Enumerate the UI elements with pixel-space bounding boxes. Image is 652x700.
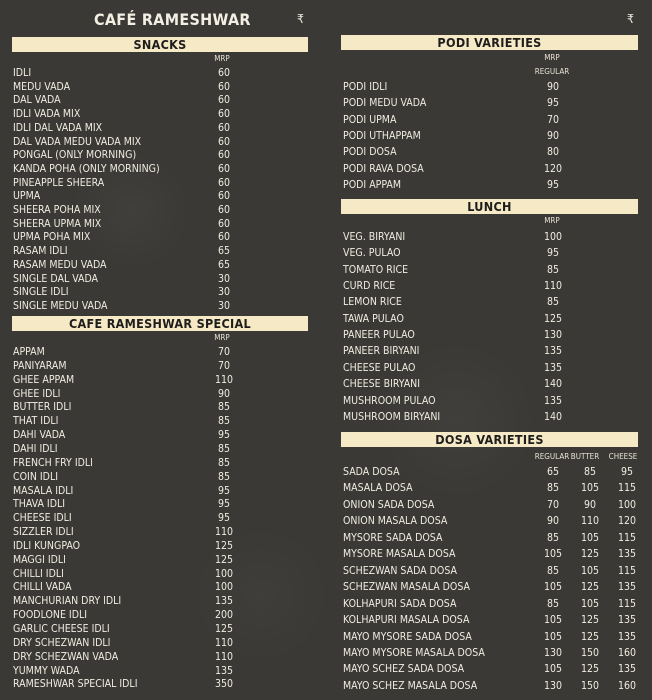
special-item-price: 135 xyxy=(214,595,234,608)
lunch-item-price: 135 xyxy=(543,345,563,358)
special-item-price: 95 xyxy=(217,484,231,497)
special-item xyxy=(13,443,293,456)
snacks-item xyxy=(13,149,293,162)
section-header-special: CAFE RAMESHWAR SPECIAL xyxy=(12,316,308,331)
lunch-item-price: 85 xyxy=(546,296,560,309)
lunch-item-name: VEG. PULAO xyxy=(343,247,401,260)
special-item xyxy=(13,415,293,428)
snacks-item xyxy=(13,177,293,190)
special-item-name: SIZZLER IDLI xyxy=(13,526,74,539)
special-item xyxy=(13,485,293,498)
dosa-item-price: 70 xyxy=(546,498,560,511)
special-item-price: 110 xyxy=(214,650,234,663)
lunch-item-name: TOMATO RICE xyxy=(343,263,409,276)
dosa-item-name: SCHEZWAN MASALA DOSA xyxy=(343,581,471,594)
podi-item-name: PODI DOSA xyxy=(343,146,397,159)
dosa-item xyxy=(343,631,638,644)
special-item-name: IDLI KUNGPAO xyxy=(13,539,81,552)
special-item-name: GHEE APPAM xyxy=(13,373,75,386)
special-item-name: MAGGI IDLI xyxy=(13,553,66,566)
special-item-name: FOODLONE IDLI xyxy=(13,609,88,622)
page-title: CAFÉ RAMESHWAR xyxy=(94,10,251,29)
snacks-item-name: RASAM MEDU VADA xyxy=(13,258,107,271)
podi-item-name: PODI MEDU VADA xyxy=(343,97,427,110)
dosa-item-price: 115 xyxy=(617,597,637,610)
podi-item xyxy=(343,179,633,192)
dosa-item-price: 85 xyxy=(546,564,560,577)
dosa-item-name: SADA DOSA xyxy=(343,466,400,478)
special-item-price: 70 xyxy=(217,359,231,372)
dosa-item-price: 135 xyxy=(617,663,637,676)
dosa-item-price: 135 xyxy=(617,581,637,594)
snacks-item-price: 60 xyxy=(217,204,231,216)
lunch-item-name: MUSHROOM PULAO xyxy=(343,394,436,407)
special-item-price: 110 xyxy=(214,526,234,539)
special-item-name: APPAM xyxy=(13,346,45,358)
special-item-name: MASALA IDLI xyxy=(13,484,74,497)
snacks-item-name: DAL VADA xyxy=(13,94,61,107)
podi-item-name: PODI APPAM xyxy=(343,178,401,191)
lunch-item-name: TAWA PULAO xyxy=(343,312,404,325)
special-item xyxy=(13,498,293,511)
snacks-item-price: 60 xyxy=(217,162,231,175)
snacks-item-price: 60 xyxy=(217,108,231,121)
special-item xyxy=(13,346,293,359)
snacks-item-price: 60 xyxy=(217,135,231,148)
special-item-name: CHILLI VADA xyxy=(13,581,72,594)
dosa-item-price: 65 xyxy=(546,466,560,478)
dosa-item-price: 85 xyxy=(546,597,560,610)
dosa-item-price: 85 xyxy=(546,531,560,544)
special-item xyxy=(13,526,293,539)
dosa-item-name: SCHEZWAN SADA DOSA xyxy=(343,564,457,577)
special-item-name: CHEESE IDLI xyxy=(13,512,72,525)
lunch-item-price: 140 xyxy=(543,378,563,391)
dosa-item-price: 115 xyxy=(617,564,637,577)
special-item-price: 95 xyxy=(217,512,231,525)
dosa-item xyxy=(343,663,638,676)
dosa-item-price: 115 xyxy=(617,482,637,495)
lunch-item-name: MUSHROOM BIRYANI xyxy=(343,410,441,423)
snacks-item xyxy=(13,81,293,94)
lunch-item xyxy=(343,313,633,326)
rupee-symbol-left: ₹ xyxy=(297,12,304,26)
lunch-item xyxy=(343,378,633,391)
dosa-item xyxy=(343,614,638,627)
dosa-item-name: MAYO MYSORE MASALA DOSA xyxy=(343,646,485,659)
snacks-item-price: 60 xyxy=(217,94,231,107)
snacks-item-price: 65 xyxy=(217,258,231,271)
snacks-item xyxy=(13,286,293,299)
lunch-item xyxy=(343,329,633,342)
special-item-price: 125 xyxy=(214,539,234,552)
dosa-item xyxy=(343,499,638,512)
dosa-item-name: KOLHAPURI SADA DOSA xyxy=(343,597,457,610)
lunch-item-price: 140 xyxy=(543,410,563,423)
special-item xyxy=(13,568,293,581)
dosa-item-name: MASALA DOSA xyxy=(343,482,413,495)
special-item-name: THAT IDLI xyxy=(13,415,59,428)
snacks-item-price: 65 xyxy=(217,245,231,258)
snacks-item-name: PONGAL (ONLY MORNING) xyxy=(13,149,137,162)
special-item-price: 200 xyxy=(214,609,234,622)
dosa-item-price: 95 xyxy=(620,466,634,478)
special-item-price: 90 xyxy=(217,387,231,400)
dosa-item-price: 115 xyxy=(617,531,637,544)
special-item xyxy=(13,678,293,691)
special-item-name: YUMMY WADA xyxy=(13,664,80,677)
special-item-price: 110 xyxy=(214,636,234,649)
snacks-item-price: 60 xyxy=(217,149,231,162)
section-header-snacks: SNACKS xyxy=(12,37,308,52)
snacks-item xyxy=(13,122,293,135)
snacks-item-name: SINGLE MEDU VADA xyxy=(13,299,108,312)
podi-item-price: 95 xyxy=(546,97,560,110)
special-item-price: 135 xyxy=(214,664,234,677)
rupee-symbol-right: ₹ xyxy=(627,12,634,26)
dosa-item-price: 105 xyxy=(580,564,600,577)
special-item xyxy=(13,623,293,636)
dosa-butter-header: BUTTER xyxy=(570,452,600,461)
podi-item-price: 80 xyxy=(546,146,560,159)
podi-item xyxy=(343,163,633,176)
dosa-item-price: 105 xyxy=(580,531,600,544)
podi-item-name: PODI IDLI xyxy=(343,81,388,93)
dosa-item-price: 110 xyxy=(580,515,600,528)
special-item-name: DAHI IDLI xyxy=(13,442,58,455)
dosa-item-price: 125 xyxy=(580,581,600,594)
snacks-item-price: 60 xyxy=(217,67,231,79)
snacks-item-price: 60 xyxy=(217,121,231,134)
lunch-item xyxy=(343,395,633,408)
snacks-item-name: SINGLE DAL VADA xyxy=(13,272,99,285)
dosa-item-price: 90 xyxy=(546,515,560,528)
dosa-item-price: 85 xyxy=(546,482,560,495)
special-item xyxy=(13,540,293,553)
dosa-item-price: 105 xyxy=(543,581,563,594)
special-item xyxy=(13,401,293,414)
lunch-item-name: PANEER PULAO xyxy=(343,329,415,342)
podi-item-name: PODI UTHAPPAM xyxy=(343,129,421,142)
snacks-item-price: 60 xyxy=(217,217,231,230)
special-item-name: CHILLI IDLI xyxy=(13,567,64,580)
dosa-item-price: 105 xyxy=(543,663,563,676)
dosa-item xyxy=(343,680,638,693)
dosa-item-price: 135 xyxy=(617,614,637,627)
dosa-item xyxy=(343,565,638,578)
podi-item-price: 95 xyxy=(546,178,560,191)
dosa-item-price: 105 xyxy=(543,548,563,561)
special-item xyxy=(13,512,293,525)
snacks-item-name: IDLI VADA MIX xyxy=(13,108,81,121)
dosa-item-name: ONION SADA DOSA xyxy=(343,498,435,511)
snacks-item-price: 60 xyxy=(217,176,231,189)
dosa-item-price: 125 xyxy=(580,663,600,676)
special-item xyxy=(13,651,293,664)
special-item-price: 110 xyxy=(214,373,234,386)
snacks-item xyxy=(13,67,293,80)
podi-item xyxy=(343,97,633,110)
podi-item xyxy=(343,130,633,143)
lunch-item xyxy=(343,296,633,309)
dosa-item-price: 100 xyxy=(617,498,637,511)
snacks-item xyxy=(13,108,293,121)
dosa-item-price: 130 xyxy=(543,679,563,692)
snacks-item-price: 30 xyxy=(217,299,231,312)
dosa-regular-header: REGULAR xyxy=(534,452,570,461)
lunch-item-name: CHEESE BIRYANI xyxy=(343,378,421,391)
lunch-item xyxy=(343,345,633,358)
snacks-item xyxy=(13,204,293,217)
section-header-podi: PODI VARIETIES xyxy=(341,35,638,50)
podi-item xyxy=(343,146,633,159)
lunch-item-price: 110 xyxy=(543,280,563,293)
special-item xyxy=(13,581,293,594)
section-header-dosa: DOSA VARIETIES xyxy=(341,432,638,447)
snacks-item-price: 60 xyxy=(217,80,231,93)
lunch-item xyxy=(343,247,633,260)
snacks-item xyxy=(13,94,293,107)
special-item xyxy=(13,595,293,608)
dosa-item-name: MAYO MYSORE SADA DOSA xyxy=(343,630,472,643)
special-item-name: DAHI VADA xyxy=(13,429,66,442)
snacks-item-name: UPMA xyxy=(13,190,41,203)
special-item-name: GARLIC CHEESE IDLI xyxy=(13,623,110,635)
special-mrp-header: MRP xyxy=(214,333,230,342)
lunch-item-name: VEG. BIRYANI xyxy=(343,231,406,243)
special-item-name: COIN IDLI xyxy=(13,470,58,483)
snacks-item-name: SINGLE IDLI xyxy=(13,286,69,299)
dosa-item xyxy=(343,515,638,528)
lunch-item-price: 130 xyxy=(543,329,563,342)
dosa-item-price: 125 xyxy=(580,548,600,561)
special-item-price: 85 xyxy=(217,456,231,469)
snacks-item-name: IDLI DAL VADA MIX xyxy=(13,121,103,134)
podi-item-price: 120 xyxy=(543,162,563,175)
dosa-item-price: 150 xyxy=(580,679,600,692)
special-item xyxy=(13,374,293,387)
snacks-item xyxy=(13,163,293,176)
lunch-item xyxy=(343,264,633,277)
snacks-item xyxy=(13,259,293,272)
snacks-item-name: UPMA POHA MIX xyxy=(13,231,91,244)
lunch-item xyxy=(343,231,633,244)
snacks-item-name: IDLI xyxy=(13,67,32,79)
snacks-item xyxy=(13,218,293,231)
dosa-item xyxy=(343,482,638,495)
dosa-item-price: 105 xyxy=(543,630,563,643)
lunch-item-price: 100 xyxy=(543,231,563,243)
dosa-item-name: KOLHAPURI MASALA DOSA xyxy=(343,614,470,627)
dosa-item-price: 160 xyxy=(617,646,637,659)
special-item xyxy=(13,429,293,442)
dosa-item-price: 90 xyxy=(583,498,597,511)
special-item xyxy=(13,665,293,678)
snacks-item xyxy=(13,245,293,258)
dosa-item-price: 150 xyxy=(580,646,600,659)
snacks-item xyxy=(13,273,293,286)
special-item-name: PANIYARAM xyxy=(13,359,67,372)
snacks-item-price: 60 xyxy=(217,190,231,203)
special-item xyxy=(13,554,293,567)
special-item-name: MANCHURIAN DRY IDLI xyxy=(13,595,122,608)
special-item-price: 70 xyxy=(217,346,231,358)
dosa-item-name: MYSORE SADA DOSA xyxy=(343,531,443,544)
podi-item xyxy=(343,114,633,127)
podi-item-name: PODI RAVA DOSA xyxy=(343,162,424,175)
dosa-item-price: 160 xyxy=(617,679,637,692)
dosa-item xyxy=(343,581,638,594)
special-item xyxy=(13,609,293,622)
special-item xyxy=(13,471,293,484)
lunch-item-name: CHEESE PULAO xyxy=(343,361,416,374)
special-item-price: 85 xyxy=(217,401,231,414)
snacks-item-name: KANDA POHA (ONLY MORNING) xyxy=(13,162,160,175)
podi-regular-header: REGULAR xyxy=(534,67,570,76)
lunch-mrp-header: MRP xyxy=(544,216,560,225)
lunch-item-price: 95 xyxy=(546,247,560,260)
dosa-item-price: 105 xyxy=(580,482,600,495)
podi-item-price: 90 xyxy=(546,81,560,93)
dosa-item-name: MYSORE MASALA DOSA xyxy=(343,548,456,561)
special-item-name: DRY SCHEZWAN IDLI xyxy=(13,636,111,649)
dosa-item-name: MAYO SCHEZ SADA DOSA xyxy=(343,663,465,676)
snacks-item xyxy=(13,190,293,203)
podi-item-name: PODI UPMA xyxy=(343,113,397,126)
special-item-price: 100 xyxy=(214,581,234,594)
snacks-item-name: DAL VADA MEDU VADA MIX xyxy=(13,135,142,148)
podi-item-price: 90 xyxy=(546,129,560,142)
snacks-item-price: 30 xyxy=(217,286,231,299)
dosa-cheese-header: CHEESE xyxy=(608,452,638,461)
dosa-item-price: 135 xyxy=(617,630,637,643)
special-item-price: 125 xyxy=(214,623,234,635)
dosa-item-name: ONION MASALA DOSA xyxy=(343,515,448,528)
snacks-mrp-header: MRP xyxy=(214,54,230,63)
special-item-price: 100 xyxy=(214,567,234,580)
special-item-price: 95 xyxy=(217,429,231,442)
dosa-item xyxy=(343,548,638,561)
special-item-name: BUTTER IDLI xyxy=(13,401,72,414)
lunch-item-price: 85 xyxy=(546,263,560,276)
snacks-item-name: PINEAPPLE SHEERA xyxy=(13,176,105,189)
dosa-item-price: 130 xyxy=(543,646,563,659)
dosa-item xyxy=(343,532,638,545)
dosa-item-name: MAYO SCHEZ MASALA DOSA xyxy=(343,679,478,692)
lunch-item xyxy=(343,411,633,424)
podi-item-price: 70 xyxy=(546,113,560,126)
dosa-item-price: 105 xyxy=(580,597,600,610)
dosa-item-price: 85 xyxy=(583,466,597,478)
special-item-price: 95 xyxy=(217,498,231,511)
snacks-item-name: SHEERA POHA MIX xyxy=(13,204,101,216)
lunch-item-price: 135 xyxy=(543,361,563,374)
snacks-item xyxy=(13,300,293,313)
dosa-item-price: 135 xyxy=(617,548,637,561)
special-item-name: THAVA IDLI xyxy=(13,498,66,511)
dosa-item-price: 125 xyxy=(580,614,600,627)
dosa-item-price: 105 xyxy=(543,614,563,627)
special-item-name: DRY SCHEZWAN VADA xyxy=(13,650,119,663)
dosa-item-price: 120 xyxy=(617,515,637,528)
special-item xyxy=(13,637,293,650)
lunch-item xyxy=(343,362,633,375)
snacks-item xyxy=(13,136,293,149)
special-item-name: FRENCH FRY IDLI xyxy=(13,456,93,469)
snacks-item-name: SHEERA UPMA MIX xyxy=(13,217,102,230)
special-item-price: 85 xyxy=(217,415,231,428)
special-item-price: 350 xyxy=(214,678,234,691)
podi-mrp-header: MRP xyxy=(544,53,560,62)
snacks-item-name: RASAM IDLI xyxy=(13,245,68,258)
lunch-item xyxy=(343,280,633,293)
special-item xyxy=(13,360,293,373)
special-item-name: GHEE IDLI xyxy=(13,387,61,400)
special-item-price: 85 xyxy=(217,470,231,483)
section-header-lunch: LUNCH xyxy=(341,199,638,214)
dosa-item xyxy=(343,647,638,660)
special-item xyxy=(13,457,293,470)
special-item-price: 85 xyxy=(217,442,231,455)
special-item-name: RAMESHWAR SPECIAL IDLI xyxy=(13,678,138,691)
snacks-item-name: MEDU VADA xyxy=(13,80,71,93)
snacks-item xyxy=(13,231,293,244)
lunch-item-name: LEMON RICE xyxy=(343,296,402,309)
lunch-item-price: 125 xyxy=(543,312,563,325)
snacks-item-price: 30 xyxy=(217,272,231,285)
lunch-item-name: PANEER BIRYANI xyxy=(343,345,420,358)
podi-item xyxy=(343,81,633,94)
special-item-price: 125 xyxy=(214,553,234,566)
dosa-item xyxy=(343,598,638,611)
special-item xyxy=(13,388,293,401)
dosa-item xyxy=(343,466,638,479)
snacks-item-price: 60 xyxy=(217,231,231,244)
dosa-item-price: 125 xyxy=(580,630,600,643)
lunch-item-price: 135 xyxy=(543,394,563,407)
lunch-item-name: CURD RICE xyxy=(343,280,396,293)
